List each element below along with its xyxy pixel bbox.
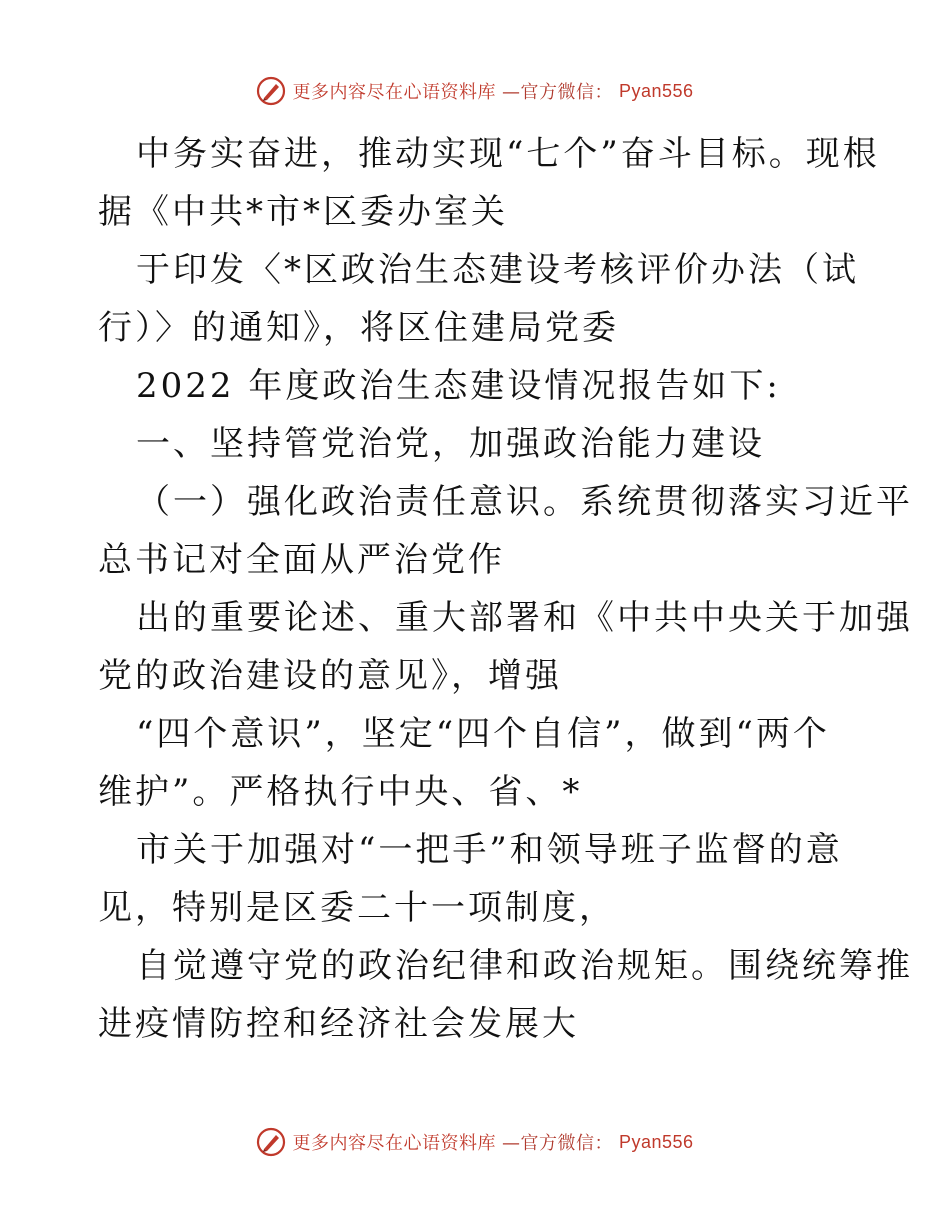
text-line: “四个意识”，坚定“四个自信”，做到“两个: [136, 714, 830, 754]
section-heading: 一、坚持管党治党，加强政治能力建设: [136, 424, 765, 464]
watermark-text: 更多内容尽在心语资料库: [292, 82, 496, 103]
document-body: [98, 125, 913, 1053]
pen-logo-icon: [256, 1127, 286, 1157]
text-line: （一）强化政治责任意识。系统贯彻落实习近平: [136, 482, 913, 522]
watermark-wechat-id: Pyan556: [618, 80, 694, 101]
text-line: 行）〉的通知》，将区住建局党委: [98, 308, 619, 348]
text-line: 见，特别是区委二十一项制度，: [98, 888, 616, 928]
footer-watermark: [0, 1127, 950, 1157]
text-line: 于印发〈*区政治生态建设考核评价办法（试: [136, 250, 859, 290]
text-line: 2022 年度政治生态建设情况报告如下:: [136, 366, 781, 406]
text-line: 党的政治建设的意见》，增强: [98, 656, 562, 696]
watermark-wechat-id: Pyan556: [618, 1131, 694, 1152]
text-line: 自觉遵守党的政治纪律和政治规矩。围绕统筹推: [136, 946, 913, 986]
watermark-separator: —官方微信：: [501, 82, 613, 103]
watermark-separator: —官方微信：: [501, 1133, 613, 1154]
text-line: 据《中共*市*区委办室关: [98, 192, 508, 232]
watermark-text: 更多内容尽在心语资料库: [292, 1133, 496, 1154]
text-line: 维护”。严格执行中央、省、*: [98, 772, 583, 812]
pen-logo-icon: [256, 76, 286, 106]
text-line: 市关于加强对“一把手”和领导班子监督的意: [136, 830, 843, 870]
text-line: 总书记对全面从严治党作: [98, 540, 505, 580]
text-line: 进疫情防控和经济社会发展大: [98, 1004, 579, 1044]
text-line: 出的重要论述、重大部署和《中共中央关于加强: [136, 598, 913, 638]
text-line: 中务实奋进，推动实现“七个”奋斗目标。现根: [136, 134, 880, 174]
header-watermark: [0, 76, 950, 106]
